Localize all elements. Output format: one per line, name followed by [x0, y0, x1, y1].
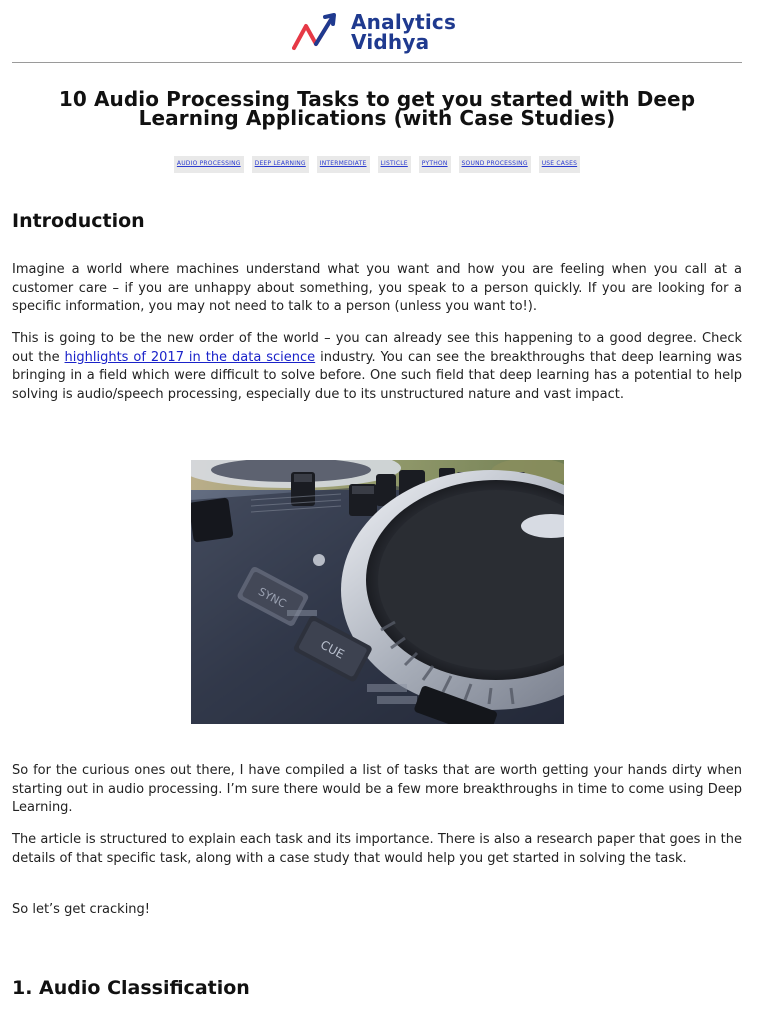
analytics-vidhya-logo[interactable]: [292, 8, 472, 56]
dj-controller-illustration: [191, 460, 564, 724]
intro-heading: Introduction: [12, 210, 145, 232]
logo-line-analytics: Analytics: [351, 10, 457, 34]
tag-list: [12, 156, 742, 173]
paragraph-3: So for the curious ones out there, I have compiled a list of tasks that are worth getting your hands dirty when starting out in audio processing. I’m sure there would be a few more breakthroughs in time to come using Deep Learning.: [12, 763, 742, 815]
logo-chart-icon: [292, 12, 348, 52]
tag-intermediate[interactable]: INTERMEDIATE: [317, 156, 370, 173]
sync-button-label: SYNC: [256, 585, 289, 611]
tag-python[interactable]: PYTHON: [419, 156, 451, 173]
header-divider: [12, 62, 742, 63]
intro-paragraph-2: [12, 330, 742, 404]
logo-wordmark: [351, 12, 456, 52]
tag-sound-processing[interactable]: SOUND PROCESSING: [459, 156, 531, 173]
site-header: [0, 0, 768, 64]
intro-paragraph-1: Imagine a world where machines understand what you want and how you are feeling when you call at a customer care – if you are unhappy about something, you speak to a person quickly. If you are looking for a specific information, you may not need to talk to a person (unless you want to!).: [12, 262, 742, 314]
para2-text-end: industry. You can see the breakthroughs that deep learning was bringing in a field which were difficult to solve before. One such field that deep learning has a potential to help solving is audio/speech processing, especially due to its unstructured nature and vast impact.: [12, 349, 743, 402]
section-1-heading: 1. Audio Classification: [12, 977, 250, 999]
logo-line-vidhya: Vidhya: [351, 30, 430, 54]
article-title: 10 Audio Processing Tasks to get you started with Deep Learning Applications (with Case Studies): [58, 87, 696, 130]
tag-listicle[interactable]: LISTICLE: [378, 156, 411, 173]
tag-audio-processing[interactable]: AUDIO PROCESSING: [174, 156, 244, 173]
paragraph-5: So let’s get cracking!: [12, 902, 151, 917]
cue-button-label: CUE: [318, 637, 347, 662]
para2-text-start: This is going to be the new order of the world – you can already see this happening to a good degree. Check out the: [12, 331, 742, 365]
tag-deep-learning[interactable]: DEEP LEARNING: [252, 156, 309, 173]
dj-controller-photo: [191, 460, 564, 724]
paragraph-4: The article is structured to explain each task and its importance. There is also a research paper that goes in the details of that specific task, along with a case study that would help you get started in solving the task.: [12, 832, 742, 866]
highlights-2017-link[interactable]: highlights of 2017 in the data science: [64, 349, 316, 365]
tag-use-cases[interactable]: USE CASES: [539, 156, 580, 173]
